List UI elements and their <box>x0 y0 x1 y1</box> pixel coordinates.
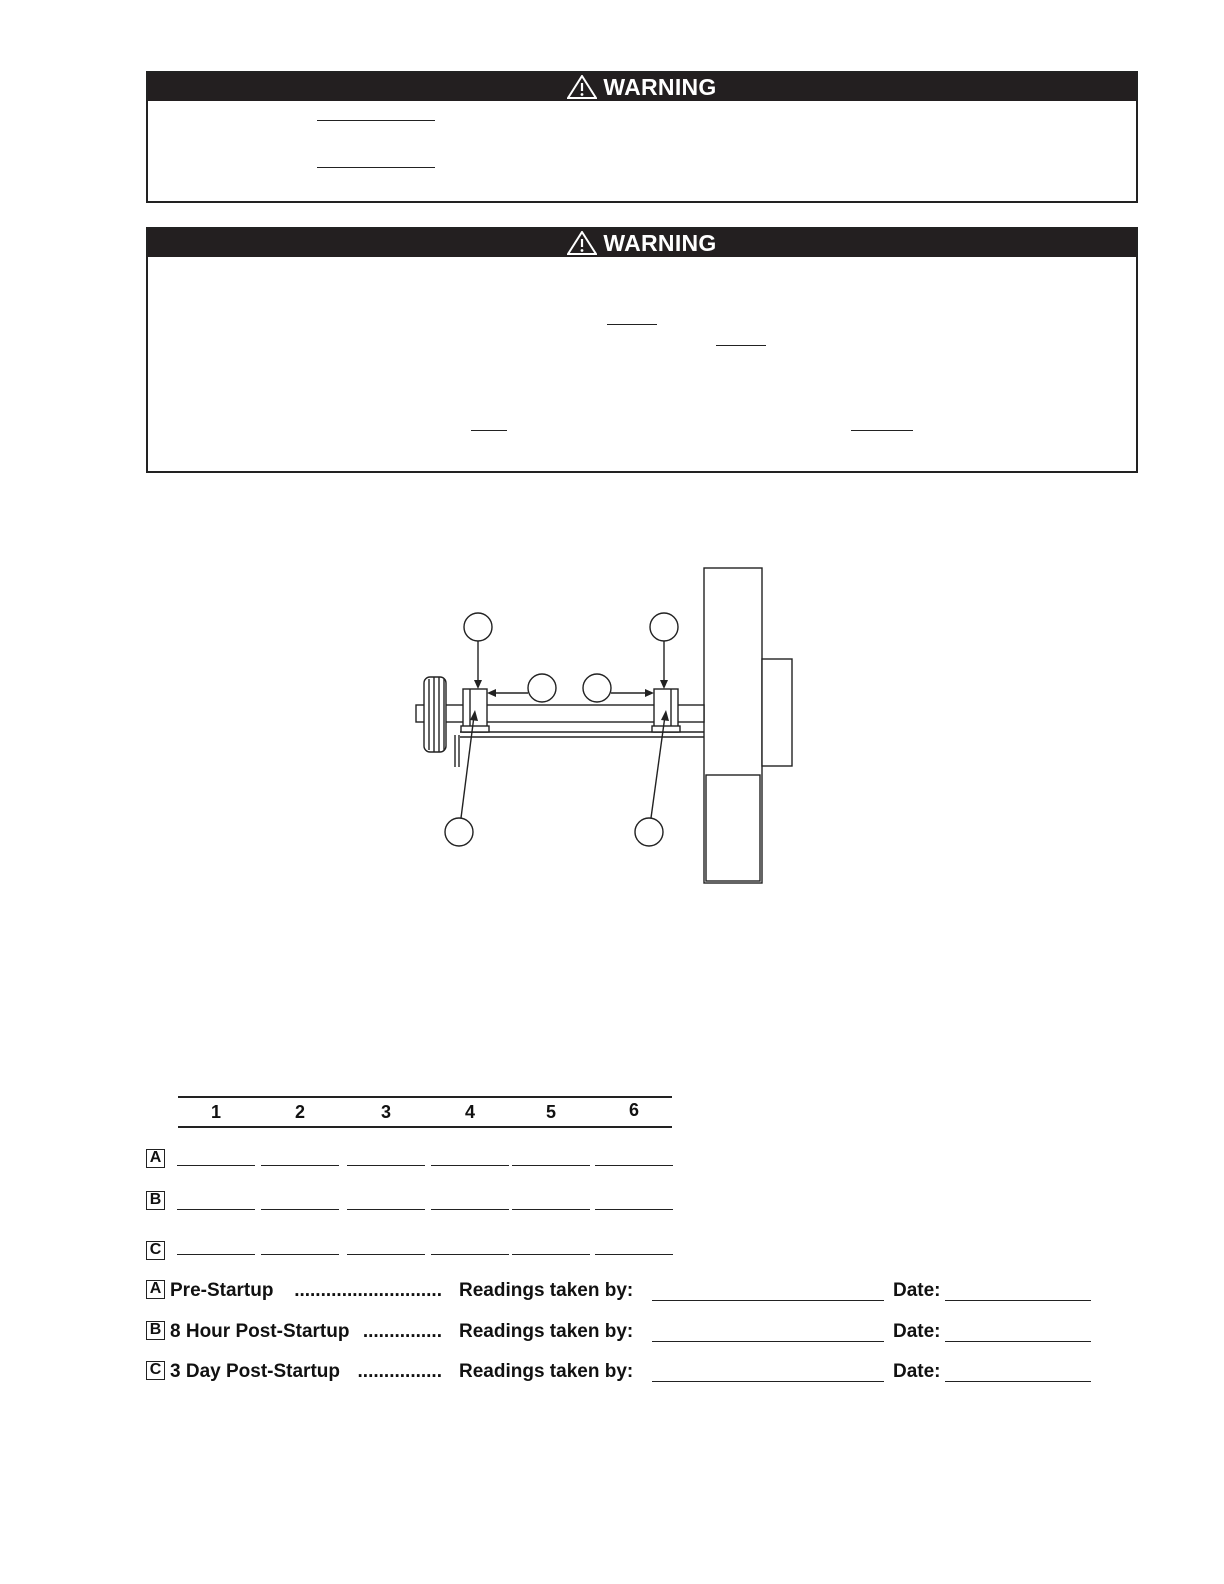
readings-taken-by-field[interactable] <box>652 1300 884 1301</box>
reading-field[interactable] <box>347 1165 425 1166</box>
date-field[interactable] <box>945 1381 1091 1382</box>
schedule-row-8-hour <box>146 1321 1106 1345</box>
reading-field[interactable] <box>347 1209 425 1210</box>
column-header-1: 1 <box>210 1102 221 1122</box>
column-header-6: 6 <box>628 1100 639 1120</box>
column-header-5: 5 <box>545 1102 556 1122</box>
reading-field[interactable] <box>431 1165 509 1166</box>
callout-circle-bottom-right <box>635 818 663 846</box>
callout-circle-top-left <box>464 613 492 641</box>
date-label: Date: <box>893 1361 941 1382</box>
reading-field[interactable] <box>512 1254 590 1255</box>
blank-line <box>471 430 507 431</box>
leader-dots: ............................ <box>294 1280 442 1301</box>
readings-taken-by-label: Readings taken by: <box>459 1361 634 1382</box>
schedule-letter: B <box>146 1321 165 1340</box>
schedule-row-pre-startup <box>146 1280 1106 1304</box>
blank-line <box>851 430 913 431</box>
warning-header <box>148 73 1136 101</box>
callout-circle-mid-right <box>583 674 611 702</box>
column-header-4: 4 <box>464 1102 475 1122</box>
blank-line <box>317 167 435 168</box>
readings-taken-by-label: Readings taken by: <box>459 1321 634 1342</box>
leader-dots: ................ <box>357 1361 442 1382</box>
row-label-b: B <box>146 1191 165 1210</box>
date-label: Date: <box>893 1280 941 1301</box>
warning-title: WARNING <box>603 229 717 256</box>
warning-box-2 <box>146 227 1138 473</box>
reading-field[interactable] <box>431 1209 509 1210</box>
reading-field[interactable] <box>512 1165 590 1166</box>
schedule-letter: A <box>146 1280 165 1299</box>
callout-circle-top-right <box>650 613 678 641</box>
warning-triangle-icon <box>567 231 597 255</box>
schedule-label: Pre-Startup <box>170 1280 274 1301</box>
reading-field[interactable] <box>177 1209 255 1210</box>
warning-title: WARNING <box>603 73 717 100</box>
reading-field[interactable] <box>512 1209 590 1210</box>
reading-field[interactable] <box>177 1165 255 1166</box>
callout-circle-bottom-left <box>445 818 473 846</box>
fan-housing <box>704 568 762 883</box>
column-header-3: 3 <box>380 1102 391 1122</box>
readings-taken-by-field[interactable] <box>652 1341 884 1342</box>
warning-triangle-icon <box>567 75 597 99</box>
callout-circle-mid-left <box>528 674 556 702</box>
fan-inlet <box>762 659 792 766</box>
date-label: Date: <box>893 1321 941 1342</box>
blank-line <box>716 345 766 346</box>
schedule-row-3-day <box>146 1361 1106 1385</box>
leader-dots: ............... <box>362 1321 442 1342</box>
reading-field[interactable] <box>261 1209 339 1210</box>
schedule-label: 3 Day Post-Startup <box>170 1361 340 1382</box>
row-label-c: C <box>146 1241 165 1260</box>
pulley <box>424 677 446 752</box>
reading-field[interactable] <box>177 1254 255 1255</box>
reading-field[interactable] <box>261 1254 339 1255</box>
warning-box-1 <box>146 71 1138 203</box>
date-field[interactable] <box>945 1300 1091 1301</box>
date-field[interactable] <box>945 1341 1091 1342</box>
blank-line <box>317 120 435 121</box>
reading-field[interactable] <box>595 1165 673 1166</box>
reading-field[interactable] <box>595 1254 673 1255</box>
readings-taken-by-label: Readings taken by: <box>459 1280 634 1301</box>
shaft-bearing-diagram <box>400 560 800 890</box>
row-label-a: A <box>146 1149 165 1168</box>
schedule-letter: C <box>146 1361 165 1380</box>
reading-field[interactable] <box>347 1254 425 1255</box>
reading-field[interactable] <box>431 1254 509 1255</box>
column-header-2: 2 <box>294 1102 305 1122</box>
warning-header <box>148 229 1136 257</box>
reading-field[interactable] <box>261 1165 339 1166</box>
reading-field[interactable] <box>595 1209 673 1210</box>
schedule-label: 8 Hour Post-Startup <box>170 1321 350 1342</box>
blank-line <box>607 324 657 325</box>
readings-taken-by-field[interactable] <box>652 1381 884 1382</box>
